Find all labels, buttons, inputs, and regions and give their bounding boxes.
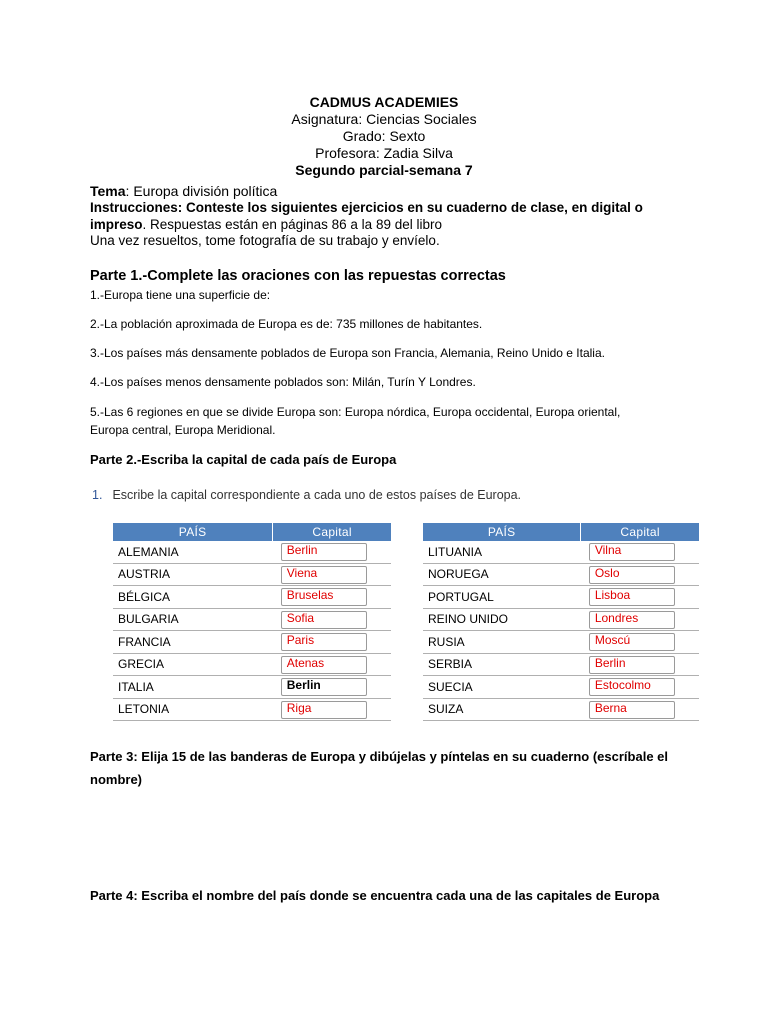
capital-cell bbox=[581, 563, 699, 586]
exercise-text: Escribe la capital correspondiente a cada uno de estos países de Europa. bbox=[112, 488, 522, 502]
country-cell: AUSTRIA bbox=[113, 563, 273, 586]
table-row bbox=[113, 676, 391, 699]
capital-cell bbox=[273, 676, 391, 699]
part2-title: Parte 2.-Escriba la capital de cada país de Europa bbox=[90, 452, 397, 467]
exercise-number: 1. bbox=[92, 488, 103, 502]
capital-answer-box[interactable] bbox=[589, 543, 675, 561]
capital-answer: Vilna bbox=[594, 543, 622, 557]
capital-answer-box[interactable] bbox=[281, 566, 367, 584]
table-row bbox=[113, 608, 391, 631]
capital-answer-box[interactable] bbox=[281, 678, 367, 696]
teacher-line: Profesora: Zadia Silva bbox=[315, 145, 453, 161]
part1-item-5 bbox=[90, 403, 620, 439]
capital-answer: Moscú bbox=[594, 633, 631, 647]
part1-item-3: 3.-Los países más densamente poblados de Europa son Francia, Alemania, Reino Unido e Italia. bbox=[90, 346, 605, 360]
country-cell: LETONIA bbox=[113, 698, 273, 721]
part1-item-1: 1.-Europa tiene una superficie de: bbox=[90, 288, 271, 302]
instructions-line2: Una vez resueltos, tome fotografía de su trabajo y envíelo. bbox=[90, 233, 440, 248]
capitals-table-right bbox=[423, 523, 699, 721]
country-cell: ALEMANIA bbox=[113, 541, 273, 563]
country-cell: SERBIA bbox=[423, 653, 581, 676]
country-cell: SUECIA bbox=[423, 676, 581, 699]
table-row bbox=[113, 653, 391, 676]
capital-answer: Berlin bbox=[594, 655, 626, 670]
topic-value: : Europa división política bbox=[125, 183, 278, 199]
country-cell: NORUEGA bbox=[423, 563, 581, 586]
country-cell: REINO UNIDO bbox=[423, 608, 581, 631]
capital-cell bbox=[273, 608, 391, 631]
capital-answer-box[interactable] bbox=[589, 566, 675, 584]
capital-cell bbox=[273, 541, 391, 563]
instructions-rest: . Respuestas están en páginas 86 a la 89 del libro bbox=[142, 216, 442, 232]
country-cell: GRECIA bbox=[113, 653, 273, 676]
part1-item-2: 2.-La población aproximada de Europa es de: 735 millones de habitantes. bbox=[90, 317, 483, 331]
capital-cell bbox=[581, 541, 699, 563]
table-row bbox=[423, 563, 699, 586]
capital-cell bbox=[581, 631, 699, 654]
grade-line: Grado: Sexto bbox=[342, 128, 426, 144]
country-cell: BÉLGICA bbox=[113, 586, 273, 609]
capital-answer-box[interactable] bbox=[281, 543, 367, 561]
table-row bbox=[423, 608, 699, 631]
capital-cell bbox=[273, 563, 391, 586]
table-row bbox=[423, 586, 699, 609]
capital-cell bbox=[273, 631, 391, 654]
capital-answer-box[interactable] bbox=[589, 656, 675, 674]
capital-answer: Lisboa bbox=[594, 588, 631, 602]
table-row bbox=[113, 698, 391, 721]
capital-answer-box[interactable] bbox=[281, 588, 367, 606]
capital-cell bbox=[581, 676, 699, 699]
capital-cell bbox=[581, 608, 699, 631]
school-name: CADMUS ACADEMIES bbox=[309, 94, 459, 110]
table-row bbox=[423, 631, 699, 654]
capital-answer: Atenas bbox=[286, 655, 325, 670]
capital-answer-box[interactable] bbox=[589, 678, 675, 696]
capital-answer-box[interactable] bbox=[589, 633, 675, 651]
table-row bbox=[113, 586, 391, 609]
capital-answer: Londres bbox=[594, 610, 639, 625]
instructions bbox=[90, 200, 690, 250]
table-row bbox=[423, 653, 699, 676]
document-header bbox=[0, 94, 768, 179]
capital-answer: Berna bbox=[594, 700, 627, 715]
exercise-instruction bbox=[92, 488, 521, 502]
country-cell: PORTUGAL bbox=[423, 586, 581, 609]
part4-title: Parte 4: Escriba el nombre del país donde se encuentra cada una de las capitales de Europa bbox=[90, 888, 660, 903]
col-capital: Capital bbox=[581, 523, 699, 541]
capital-answer-box[interactable] bbox=[589, 611, 675, 629]
part1-title: Parte 1.-Complete las oraciones con las repuestas correctas bbox=[90, 268, 506, 284]
part1-item-5a: 5.-Las 6 regiones en que se divide Europa son: Europa nórdica, Europa occidental, Europa oriental, bbox=[90, 405, 621, 419]
country-cell: ITALIA bbox=[113, 676, 273, 699]
table-row bbox=[423, 698, 699, 721]
table-row bbox=[113, 563, 391, 586]
topic-line bbox=[90, 183, 277, 200]
table-row bbox=[113, 631, 391, 654]
capital-answer-box[interactable] bbox=[589, 701, 675, 719]
instructions-label: Instrucciones: Conteste los siguientes ejercicios en su cuaderno de clase, en digital o impreso bbox=[90, 200, 643, 232]
topic-label: Tema bbox=[90, 183, 126, 199]
capital-answer: Viena bbox=[286, 565, 318, 580]
capital-cell bbox=[581, 698, 699, 721]
table-row bbox=[113, 541, 391, 563]
capital-answer: Oslo bbox=[594, 565, 620, 580]
partial-line: Segundo parcial-semana 7 bbox=[295, 162, 473, 178]
part3-text bbox=[90, 745, 668, 791]
capital-answer: Estocolmo bbox=[594, 678, 651, 692]
capital-answer-box[interactable] bbox=[589, 588, 675, 606]
part3-line1: Parte 3: Elija 15 de las banderas de Europa y dibújelas y píntelas en su cuaderno (escríbale el bbox=[90, 749, 669, 764]
capital-answer-box[interactable] bbox=[281, 701, 367, 719]
capital-answer: Sofia bbox=[286, 610, 315, 625]
part3-line2: nombre) bbox=[90, 772, 142, 787]
part1-item-4: 4.-Los países menos densamente poblados son: Milán, Turín Y Londres. bbox=[90, 375, 476, 389]
table-row bbox=[423, 676, 699, 699]
capital-answer: Paris bbox=[286, 633, 315, 647]
capital-cell bbox=[273, 653, 391, 676]
capital-cell bbox=[581, 586, 699, 609]
capital-answer: Berlin bbox=[286, 543, 318, 557]
part1-item-5b: Europa central, Europa Meridional. bbox=[90, 423, 276, 437]
capital-answer-box[interactable] bbox=[281, 656, 367, 674]
capital-answer: Berlin bbox=[286, 678, 321, 692]
country-cell: SUIZA bbox=[423, 698, 581, 721]
capital-cell bbox=[273, 586, 391, 609]
country-cell: FRANCIA bbox=[113, 631, 273, 654]
country-cell: LITUANIA bbox=[423, 541, 581, 563]
subject-line: Asignatura: Ciencias Sociales bbox=[291, 111, 477, 127]
country-cell: RUSIA bbox=[423, 631, 581, 654]
country-cell: BULGARIA bbox=[113, 608, 273, 631]
capital-answer: Bruselas bbox=[286, 588, 334, 602]
capital-cell bbox=[581, 653, 699, 676]
capital-answer: Riga bbox=[286, 700, 312, 715]
table-row bbox=[423, 541, 699, 563]
col-capital: Capital bbox=[273, 523, 391, 541]
col-country: PAÍS bbox=[113, 523, 273, 541]
col-country: PAÍS bbox=[423, 523, 581, 541]
capitals-table-left bbox=[113, 523, 391, 721]
capital-cell bbox=[273, 698, 391, 721]
capital-answer-box[interactable] bbox=[281, 633, 367, 651]
capital-answer-box[interactable] bbox=[281, 611, 367, 629]
